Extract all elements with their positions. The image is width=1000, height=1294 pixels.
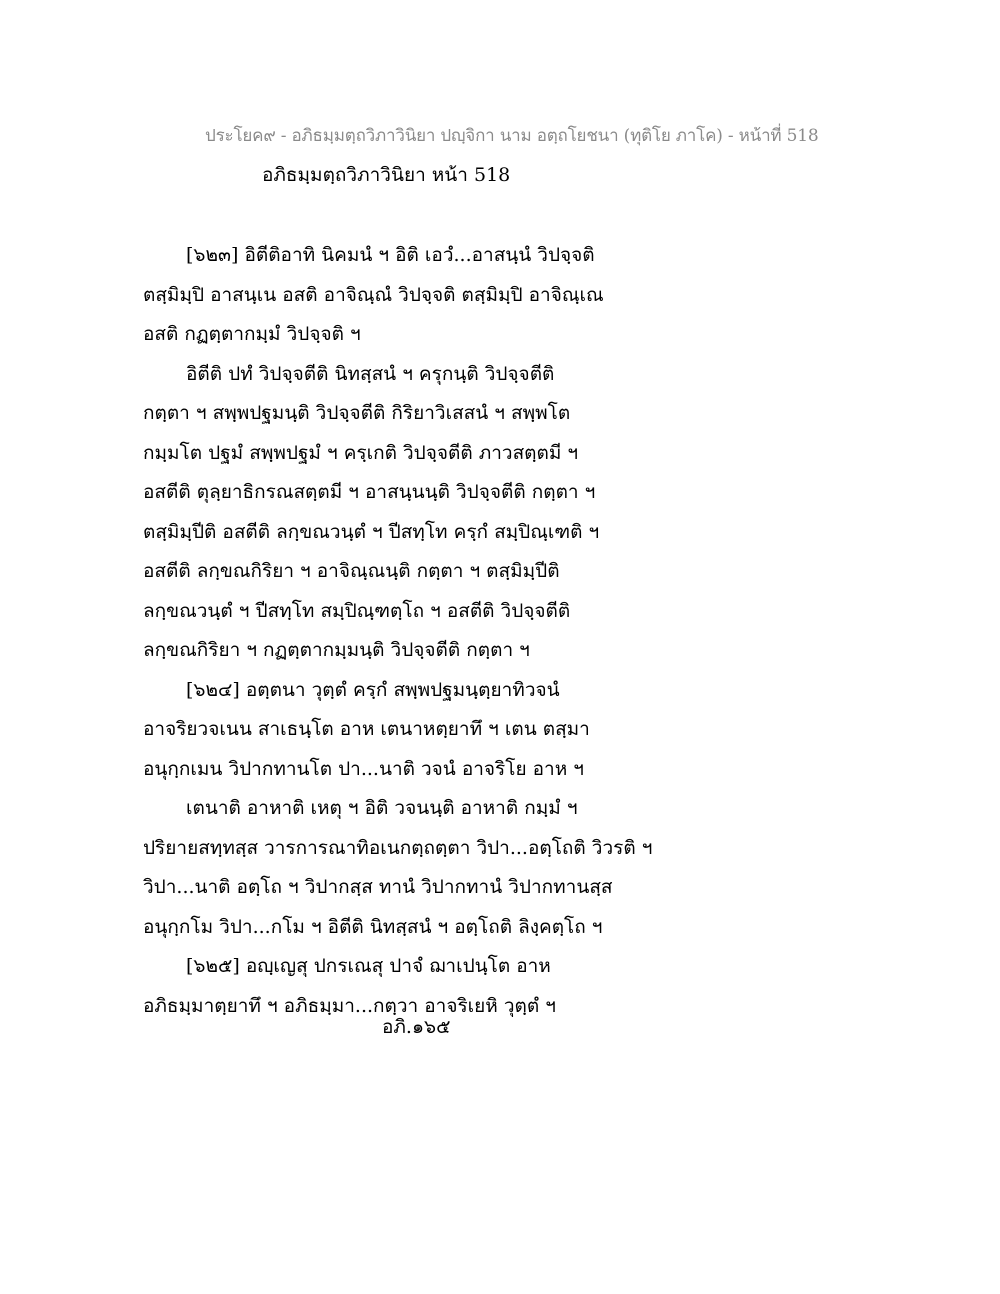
paragraph-624-line-3: อนุกฺกเมน วิปากทานโต ปา...นาติ วจนํ อาจริโย อาห ฯ: [143, 757, 584, 780]
paragraph-iti-line-2: กตฺตา ฯ สพฺพปฐมนฺติ วิปจฺจตีติ กิริยาวิเสสนํ ฯ สพฺพโต: [143, 402, 571, 424]
running-header: ประโยค๙ - อภิธมฺมตฺถวิภาวินิยา ปญฺจิกา นาม อตฺถโยชนา (ทุติโย ภาโค) - หน้าที่ 518: [205, 126, 819, 146]
paragraph-tena-line-3: วิปา...นาติ อตฺโถ ฯ วิปากสฺส ทานํ วิปากทานํ วิปากทานสฺส: [143, 876, 613, 898]
paragraph-tena-line-1: เตนาติ อาหาติ เหตุ ฯ อิติ วจนนฺติ อาหาติ กมฺมํ ฯ: [186, 797, 578, 819]
paragraph-623-line-3: อสติ กฏตฺตากมฺมํ วิปจฺจติ ฯ: [143, 323, 361, 345]
paragraph-tena-line-2: ปริยายสทฺทสฺส วารการณาทิอเนกตฺถตฺตา วิปา...อตฺโถติ วิวรติ ฯ: [143, 836, 653, 859]
page-title: อภิธมฺมตฺถวิภาวินิยา หน้า 518: [262, 164, 511, 186]
paragraph-iti-line-8: ลกฺขณกิริยา ฯ กฏตฺตากมฺมนฺติ วิปจฺจตีติ กตฺตา ฯ: [143, 639, 530, 661]
paragraph-iti-line-7: ลกฺขณวนฺตํ ฯ ปีสทฺโท สมฺปิณฺฑตฺโถ ฯ อสตีติ วิปจฺจตีติ: [143, 599, 571, 622]
body-text: [143, 236, 863, 1026]
paragraph-623-line-2: ตสฺมิมฺปิ อาสนฺเน อสติ อาจิณฺณํ วิปจฺจติ ตสฺมิมฺปิ อาจิณฺเณ: [143, 283, 604, 306]
page-footer-signature: อภิ.๑๖๕: [382, 1016, 451, 1038]
paragraph-iti-line-5: ตสฺมิมฺปีติ อสตีติ ลกฺขณวนฺตํ ฯ ปีสทฺโท ครฺกํ สมฺปิณฺเฑติ ฯ: [143, 520, 600, 543]
paragraph-iti-line-6: อสตีติ ลกฺขณกิริยา ฯ อาจิณฺณนฺติ กตฺตา ฯ ตสฺมิมฺปีติ: [143, 560, 560, 582]
paragraph-624-line-2: อาจริยวจเนน สาเธนฺโต อาห เตนาหตฺยาทึ ฯ เตน ตสฺมา: [143, 718, 590, 740]
paragraph-624-line-1: [๖๒๔] อตฺตนา วุตฺตํ ครฺกํ สพฺพปฐมนฺตฺยาทิวจนํ: [186, 678, 560, 701]
paragraph-623-line-1: [๖๒๓] อิตีติอาทิ นิคมนํ ฯ อิติ เอวํ...อาสนฺนํ วิปจฺจติ: [186, 244, 595, 266]
paragraph-iti-line-3: กมฺมโต ปฐมํ สพฺพปฐมํ ฯ ครฺเกติ วิปจฺจตีติ ภาวสตฺตมี ฯ: [143, 441, 579, 464]
paragraph-tena-line-4: อนุกฺกโม วิปา...กโม ฯ อิตีติ นิทสฺสนํ ฯ อตฺโถติ ลิงฺคตฺโถ ฯ: [143, 915, 603, 938]
paragraph-625-line-1: [๖๒๕] อญฺเญสุ ปกรเณสุ ปาจํ ฌาเปนฺโต อาห: [186, 955, 551, 977]
paragraph-625-line-2: อภิธมฺมาตฺยาทึ ฯ อภิธมฺมา...กตฺวา อาจริเยหิ วุตฺตํ ฯ: [143, 994, 556, 1017]
paragraph-iti-line-1: อิตีติ ปทํ วิปจฺจตีติ นิทสฺสนํ ฯ ครุกนฺติ วิปจฺจตีติ: [186, 362, 555, 385]
paragraph-iti-line-4: อสตีติ ตุลฺยาธิกรณสตฺตมี ฯ อาสนฺนนฺติ วิปจฺจตีติ กตฺตา ฯ: [143, 481, 596, 503]
